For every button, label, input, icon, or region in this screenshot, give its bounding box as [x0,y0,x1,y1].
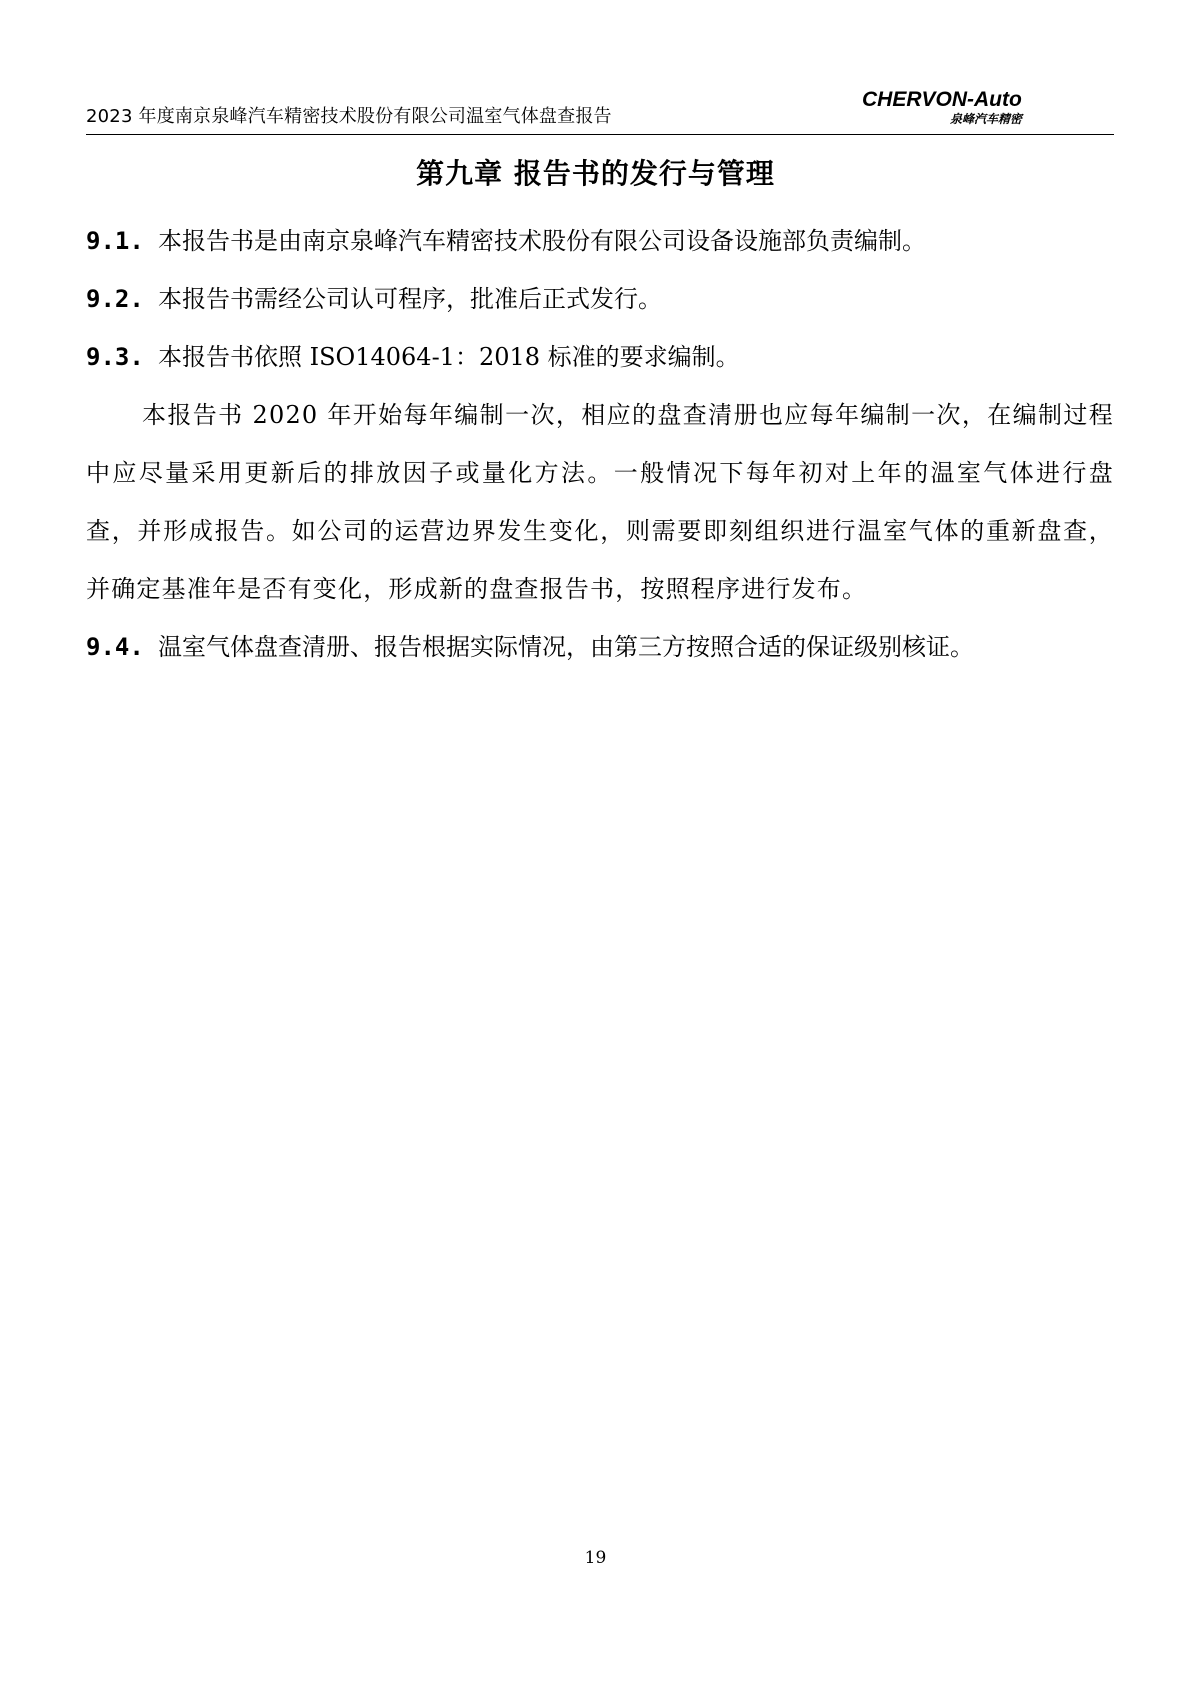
chapter-title: 第九章 报告书的发行与管理 [416,157,775,190]
section-number: 9.3. [86,343,144,371]
content-body [86,212,1114,676]
page-header [86,78,1114,135]
section-item-9-2 [86,270,1114,328]
section-text: 本报告书需经公司认可程序，批准后正式发行。 [158,285,662,313]
body-paragraph: 本报告书 2020 年开始每年编制一次，相应的盘查清册也应每年编制一次，在编制过程中应尽量采用更新后的排放因子或量化方法。一般情况下每年初对上年的温室气体进行盘查，并形成报告。如公司的运营边界发生变化，则需要即刻组织进行温室气体的重新盘查，并确定基准年是否有变化，形成新的盘查报告书，按照程序进行发布。 [86,401,1114,603]
section-item-9-3 [86,328,1114,386]
chervon-auto-logo-icon [858,84,1058,128]
section-item-9-1 [86,212,1114,270]
company-logo [858,84,1058,128]
section-number: 9.1. [86,227,144,255]
section-number: 9.4. [86,633,144,661]
logo-text-en: CHERVON-Auto [862,88,1022,111]
section-number: 9.2. [86,285,144,313]
header-title: 2023 年度南京泉峰汽车精密技术股份有限公司温室气体盘查报告 [86,106,612,127]
section-text: 本报告书依照 ISO14064-1：2018 标准的要求编制。 [158,343,740,371]
section-item-9-4 [86,618,1114,676]
section-text: 温室气体盘查清册、报告根据实际情况，由第三方按照合适的保证级别核证。 [158,633,974,661]
page-number: 19 [584,1548,607,1568]
section-text: 本报告书是由南京泉峰汽车精密技术股份有限公司设备设施部负责编制。 [158,227,926,255]
logo-text-cn: 泉峰汽车精密 [950,112,1023,126]
